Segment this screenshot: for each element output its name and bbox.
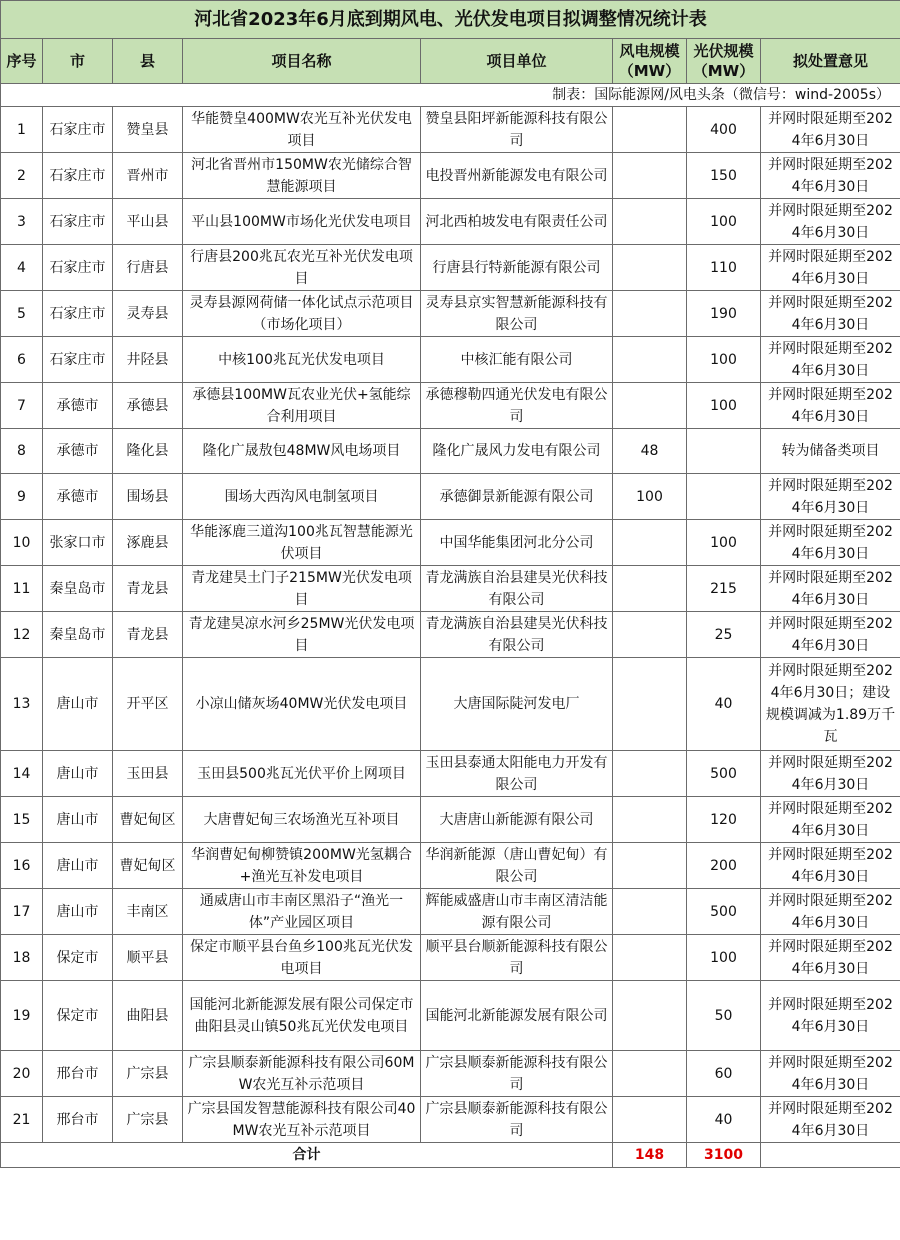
cell-no: 7	[1, 383, 43, 429]
cell-opinion: 并网时限延期至2024年6月30日	[761, 107, 900, 153]
cell-unit: 中核汇能有限公司	[421, 337, 613, 383]
table-row	[1, 520, 900, 566]
table-row	[1, 245, 900, 291]
cell-pv: 400	[687, 107, 761, 153]
cell-pv: 215	[687, 566, 761, 612]
cell-city: 承德市	[43, 429, 113, 474]
cell-pv: 110	[687, 245, 761, 291]
cell-county: 涿鹿县	[113, 520, 183, 566]
cell-project: 围场大西沟风电制氢项目	[183, 474, 421, 520]
cell-pv: 120	[687, 797, 761, 843]
cell-project: 大唐曹妃甸三农场渔光互补项目	[183, 797, 421, 843]
cell-opinion: 并网时限延期至2024年6月30日	[761, 520, 900, 566]
cell-unit: 中国华能集团河北分公司	[421, 520, 613, 566]
cell-project: 华润曹妃甸柳赞镇200MW光氢耦合+渔光互补发电项目	[183, 843, 421, 889]
table-row	[1, 658, 900, 751]
cell-pv: 50	[687, 981, 761, 1051]
cell-opinion: 并网时限延期至2024年6月30日	[761, 797, 900, 843]
table-row	[1, 337, 900, 383]
cell-pv: 100	[687, 337, 761, 383]
cell-opinion: 并网时限延期至2024年6月30日；建设规模调减为1.89万千瓦	[761, 658, 900, 751]
cell-pv: 40	[687, 658, 761, 751]
cell-city: 唐山市	[43, 889, 113, 935]
header-wind: 风电规模（MW）	[613, 39, 687, 84]
cell-county: 井陉县	[113, 337, 183, 383]
cell-project: 行唐县200兆瓦农光互补光伏发电项目	[183, 245, 421, 291]
cell-county: 曲阳县	[113, 981, 183, 1051]
cell-county: 曹妃甸区	[113, 797, 183, 843]
total-pv: 3100	[687, 1143, 761, 1168]
cell-pv: 100	[687, 199, 761, 245]
table-row	[1, 383, 900, 429]
cell-county: 青龙县	[113, 612, 183, 658]
cell-unit: 华润新能源（唐山曹妃甸）有限公司	[421, 843, 613, 889]
cell-unit: 灵寿县京实智慧新能源科技有限公司	[421, 291, 613, 337]
cell-wind	[613, 1097, 687, 1143]
table-title: 河北省2023年6月底到期风电、光伏发电项目拟调整情况统计表	[1, 1, 900, 39]
cell-opinion: 并网时限延期至2024年6月30日	[761, 935, 900, 981]
table-row	[1, 291, 900, 337]
cell-county: 丰南区	[113, 889, 183, 935]
cell-project: 中核100兆瓦光伏发电项目	[183, 337, 421, 383]
cell-opinion: 并网时限延期至2024年6月30日	[761, 245, 900, 291]
cell-wind	[613, 291, 687, 337]
table-row	[1, 1097, 900, 1143]
cell-unit: 大唐唐山新能源有限公司	[421, 797, 613, 843]
cell-county: 广宗县	[113, 1097, 183, 1143]
cell-no: 5	[1, 291, 43, 337]
total-opinion	[761, 1143, 900, 1168]
cell-no: 4	[1, 245, 43, 291]
cell-city: 秦皇岛市	[43, 566, 113, 612]
cell-wind	[613, 797, 687, 843]
cell-no: 18	[1, 935, 43, 981]
cell-project: 华能涿鹿三道沟100兆瓦智慧能源光伏项目	[183, 520, 421, 566]
table-row	[1, 935, 900, 981]
table-row	[1, 107, 900, 153]
cell-no: 21	[1, 1097, 43, 1143]
cell-no: 17	[1, 889, 43, 935]
cell-opinion: 并网时限延期至2024年6月30日	[761, 1051, 900, 1097]
cell-unit: 行唐县行特新能源有限公司	[421, 245, 613, 291]
cell-pv: 60	[687, 1051, 761, 1097]
cell-opinion: 并网时限延期至2024年6月30日	[761, 474, 900, 520]
cell-wind	[613, 520, 687, 566]
cell-city: 石家庄市	[43, 107, 113, 153]
cell-wind	[613, 245, 687, 291]
cell-city: 唐山市	[43, 658, 113, 751]
cell-project: 平山县100MW市场化光伏发电项目	[183, 199, 421, 245]
cell-city: 石家庄市	[43, 291, 113, 337]
cell-project: 灵寿县源网荷储一体化试点示范项目（市场化项目）	[183, 291, 421, 337]
cell-county: 隆化县	[113, 429, 183, 474]
cell-wind	[613, 383, 687, 429]
cell-opinion: 并网时限延期至2024年6月30日	[761, 566, 900, 612]
cell-unit: 国能河北新能源发展有限公司	[421, 981, 613, 1051]
cell-wind	[613, 751, 687, 797]
cell-project: 通威唐山市丰南区黑沿子“渔光一体”产业园区项目	[183, 889, 421, 935]
cell-county: 顺平县	[113, 935, 183, 981]
cell-pv	[687, 429, 761, 474]
cell-opinion: 并网时限延期至2024年6月30日	[761, 1097, 900, 1143]
cell-city: 保定市	[43, 981, 113, 1051]
cell-county: 平山县	[113, 199, 183, 245]
cell-wind: 100	[613, 474, 687, 520]
cell-no: 11	[1, 566, 43, 612]
cell-no: 2	[1, 153, 43, 199]
cell-pv: 25	[687, 612, 761, 658]
cell-opinion: 并网时限延期至2024年6月30日	[761, 383, 900, 429]
cell-city: 承德市	[43, 383, 113, 429]
cell-city: 保定市	[43, 935, 113, 981]
cell-wind	[613, 935, 687, 981]
cell-city: 秦皇岛市	[43, 612, 113, 658]
cell-wind	[613, 612, 687, 658]
cell-no: 15	[1, 797, 43, 843]
cell-city: 石家庄市	[43, 153, 113, 199]
cell-pv: 100	[687, 383, 761, 429]
cell-unit: 承德穆勒四通光伏发电有限公司	[421, 383, 613, 429]
cell-opinion: 并网时限延期至2024年6月30日	[761, 751, 900, 797]
cell-project: 河北省晋州市150MW农光储综合智慧能源项目	[183, 153, 421, 199]
cell-county: 灵寿县	[113, 291, 183, 337]
table-row	[1, 612, 900, 658]
cell-wind	[613, 337, 687, 383]
cell-unit: 赞皇县阳坪新能源科技有限公司	[421, 107, 613, 153]
cell-city: 唐山市	[43, 751, 113, 797]
cell-county: 行唐县	[113, 245, 183, 291]
cell-unit: 大唐国际陡河发电厂	[421, 658, 613, 751]
cell-wind	[613, 843, 687, 889]
cell-unit: 广宗县顺泰新能源科技有限公司	[421, 1051, 613, 1097]
cell-no: 14	[1, 751, 43, 797]
header-unit: 项目单位	[421, 39, 613, 84]
cell-wind	[613, 1051, 687, 1097]
cell-opinion: 并网时限延期至2024年6月30日	[761, 981, 900, 1051]
header-pv: 光伏规模（MW）	[687, 39, 761, 84]
cell-unit: 辉能威盛唐山市丰南区清洁能源有限公司	[421, 889, 613, 935]
source-note: 制表：国际能源网/风电头条（微信号：wind-2005s）	[1, 84, 900, 107]
table-row	[1, 981, 900, 1051]
table-row	[1, 797, 900, 843]
cell-county: 玉田县	[113, 751, 183, 797]
cell-pv: 100	[687, 935, 761, 981]
cell-opinion: 并网时限延期至2024年6月30日	[761, 199, 900, 245]
total-wind: 148	[613, 1143, 687, 1168]
header-opinion: 拟处置意见	[761, 39, 900, 84]
total-row	[1, 1143, 900, 1168]
cell-city: 邢台市	[43, 1097, 113, 1143]
table-row	[1, 153, 900, 199]
cell-no: 19	[1, 981, 43, 1051]
cell-no: 12	[1, 612, 43, 658]
cell-project: 玉田县500兆瓦光伏平价上网项目	[183, 751, 421, 797]
header-city: 市	[43, 39, 113, 84]
cell-opinion: 并网时限延期至2024年6月30日	[761, 337, 900, 383]
cell-city: 唐山市	[43, 843, 113, 889]
cell-pv: 500	[687, 889, 761, 935]
cell-opinion: 转为储备类项目	[761, 429, 900, 474]
table-row	[1, 474, 900, 520]
header-project: 项目名称	[183, 39, 421, 84]
cell-pv: 40	[687, 1097, 761, 1143]
cell-pv: 500	[687, 751, 761, 797]
cell-city: 唐山市	[43, 797, 113, 843]
cell-city: 石家庄市	[43, 199, 113, 245]
cell-project: 隆化广晟敖包48MW风电场项目	[183, 429, 421, 474]
cell-county: 围场县	[113, 474, 183, 520]
cell-project: 华能赞皇400MW农光互补光伏发电项目	[183, 107, 421, 153]
cell-unit: 河北西柏坡发电有限责任公司	[421, 199, 613, 245]
cell-project: 国能河北新能源发展有限公司保定市曲阳县灵山镇50兆瓦光伏发电项目	[183, 981, 421, 1051]
cell-wind: 48	[613, 429, 687, 474]
cell-project: 保定市顺平县台鱼乡100兆瓦光伏发电项目	[183, 935, 421, 981]
cell-unit: 承德御景新能源有限公司	[421, 474, 613, 520]
cell-wind	[613, 107, 687, 153]
cell-county: 晋州市	[113, 153, 183, 199]
cell-no: 6	[1, 337, 43, 383]
cell-no: 3	[1, 199, 43, 245]
cell-pv: 190	[687, 291, 761, 337]
table-row	[1, 889, 900, 935]
cell-pv: 150	[687, 153, 761, 199]
cell-no: 8	[1, 429, 43, 474]
cell-city: 承德市	[43, 474, 113, 520]
cell-project: 广宗县国发智慧能源科技有限公司40MW农光互补示范项目	[183, 1097, 421, 1143]
cell-no: 1	[1, 107, 43, 153]
cell-opinion: 并网时限延期至2024年6月30日	[761, 843, 900, 889]
table-row	[1, 1051, 900, 1097]
cell-opinion: 并网时限延期至2024年6月30日	[761, 291, 900, 337]
total-label: 合计	[1, 1143, 613, 1168]
cell-wind	[613, 981, 687, 1051]
cell-project: 青龙建昊凉水河乡25MW光伏发电项目	[183, 612, 421, 658]
cell-no: 9	[1, 474, 43, 520]
cell-opinion: 并网时限延期至2024年6月30日	[761, 889, 900, 935]
cell-county: 赞皇县	[113, 107, 183, 153]
cell-no: 13	[1, 658, 43, 751]
cell-no: 20	[1, 1051, 43, 1097]
cell-project: 承德县100MW瓦农业光伏+氢能综合利用项目	[183, 383, 421, 429]
cell-city: 石家庄市	[43, 337, 113, 383]
cell-unit: 电投晋州新能源发电有限公司	[421, 153, 613, 199]
cell-no: 16	[1, 843, 43, 889]
cell-wind	[613, 889, 687, 935]
table-row	[1, 843, 900, 889]
cell-unit: 青龙满族自治县建昊光伏科技有限公司	[421, 566, 613, 612]
cell-wind	[613, 199, 687, 245]
table-row	[1, 429, 900, 474]
header-county: 县	[113, 39, 183, 84]
cell-pv: 100	[687, 520, 761, 566]
cell-wind	[613, 153, 687, 199]
cell-pv: 200	[687, 843, 761, 889]
cell-unit: 玉田县泰通太阳能电力开发有限公司	[421, 751, 613, 797]
cell-opinion: 并网时限延期至2024年6月30日	[761, 612, 900, 658]
table-row	[1, 566, 900, 612]
cell-county: 曹妃甸区	[113, 843, 183, 889]
cell-wind	[613, 566, 687, 612]
cell-county: 开平区	[113, 658, 183, 751]
header-no: 序号	[1, 39, 43, 84]
table-row	[1, 751, 900, 797]
cell-county: 承德县	[113, 383, 183, 429]
table-body	[1, 107, 900, 1143]
table-row	[1, 199, 900, 245]
cell-unit: 青龙满族自治县建昊光伏科技有限公司	[421, 612, 613, 658]
cell-county: 广宗县	[113, 1051, 183, 1097]
cell-city: 张家口市	[43, 520, 113, 566]
cell-opinion: 并网时限延期至2024年6月30日	[761, 153, 900, 199]
cell-unit: 顺平县台顺新能源科技有限公司	[421, 935, 613, 981]
cell-city: 邢台市	[43, 1051, 113, 1097]
cell-county: 青龙县	[113, 566, 183, 612]
cell-unit: 广宗县顺泰新能源科技有限公司	[421, 1097, 613, 1143]
cell-no: 10	[1, 520, 43, 566]
cell-city: 石家庄市	[43, 245, 113, 291]
cell-project: 广宗县顺泰新能源科技有限公司60MW农光互补示范项目	[183, 1051, 421, 1097]
cell-pv	[687, 474, 761, 520]
cell-wind	[613, 658, 687, 751]
cell-project: 青龙建昊土门子215MW光伏发电项目	[183, 566, 421, 612]
cell-project: 小凉山储灰场40MW光伏发电项目	[183, 658, 421, 751]
cell-unit: 隆化广晟风力发电有限公司	[421, 429, 613, 474]
